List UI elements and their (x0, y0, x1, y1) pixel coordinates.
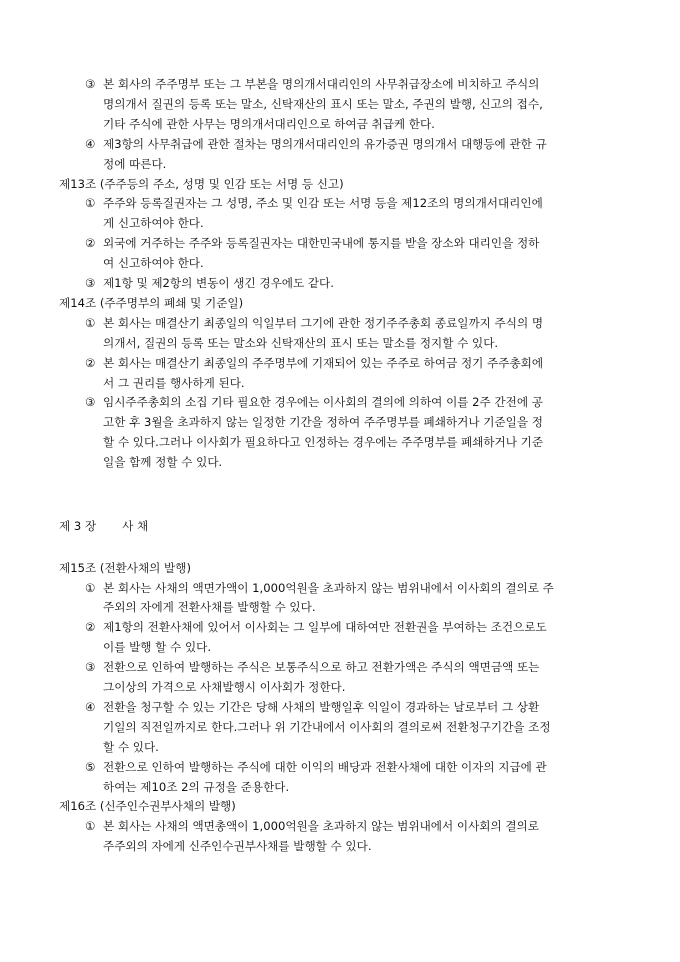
paragraph-line: 여 신고하여야 한다. (103, 256, 204, 271)
paragraph-number: ② (85, 620, 96, 635)
paragraph-line: 할 수 있다. (103, 739, 159, 754)
paragraph-line: 제3항의 사무취급에 관한 절차는 명의개서대리인의 유가증권 명의개서 대행등에 관한 규 (103, 136, 547, 151)
paragraph-number: ③ (85, 395, 96, 410)
paragraph-line: 전환으로 인하여 발행하는 주식에 대한 이익의 배당과 전환사채에 대한 이자의 지급에 관 (103, 759, 547, 774)
paragraph-line: 정에 따른다. (103, 156, 167, 171)
article-heading: 제16조 (신주인수권부사채의 발행) (59, 799, 236, 814)
paragraph-line: 전환으로 인하여 발행하는 주식은 보통주식으로 하고 전환가액은 주식의 액면금액 또는 (103, 660, 540, 675)
paragraph-line: 본 회사의 주주명부 또는 그 부본을 명의개서대리인의 사무취급장소에 비치하고 주식의 (103, 77, 540, 91)
paragraph-number: ③ (85, 77, 96, 91)
paragraph-line: 그이상의 가격으로 사채발행시 이사회가 정한다. (103, 680, 346, 694)
paragraph-line: 주주와 등록질권자는 그 성명, 주소 및 인감 또는 서명 등을 제12조의 명의개서대리인에 (103, 196, 543, 211)
paragraph-line: 주외의 자에게 전환사채를 발행할 수 있다. (103, 600, 316, 615)
paragraph-number: ③ (85, 276, 96, 290)
paragraph-line: 본 회사는 매결산기 최종일의 익일부터 그기에 관한 정기주주총회 종료일까지 주식의 명 (103, 315, 544, 330)
chapter-title: 사 채 (122, 518, 149, 533)
paragraph-line: 기일의 직전일까지로 한다.그러나 위 기간내에서 이사회의 결의로써 전환청구기간을 조정 (103, 719, 551, 734)
chapter-number: 제 3 장 (59, 518, 97, 533)
paragraph-line: 의개서, 질권의 등록 또는 말소와 신탁재산의 표시 또는 말소를 정지할 수 있다. (103, 335, 499, 350)
paragraph-number: ④ (85, 699, 96, 714)
paragraph-line: 임시주주총회의 소집 기타 필요한 경우에는 이사회의 결의에 의하여 이를 2주 간전에 공 (103, 395, 543, 410)
article-heading: 제14조 (주주명부의 폐쇄 및 기준일) (59, 295, 244, 310)
paragraph-number: ① (85, 580, 96, 595)
paragraph-number: ② (85, 355, 96, 370)
paragraph-line: 본 회사는 사채의 액면총액이 1,000억원을 초과하지 않는 범위내에서 이사회의 결의로 (103, 819, 539, 834)
paragraph-line: 주주외의 자에게 신주인수권부사채를 발행할 수 있다. (103, 839, 372, 854)
paragraph-number: ① (85, 819, 96, 834)
paragraph-line: 일을 함께 정할 수 있다. (103, 455, 223, 470)
paragraph-line: 제1항의 전환사채에 있어서 이사회는 그 일부에 대하여만 전환권을 부여하는 조건으로도 (103, 620, 547, 635)
paragraph-line: 외국에 거주하는 주주와 등록질권자는 대한민국내에 통지를 받을 장소와 대리인을 정하 (103, 236, 540, 251)
article-heading: 제15조 (전환사채의 발행) (59, 560, 191, 575)
paragraph-number: ③ (85, 660, 96, 675)
paragraph-number: ① (85, 196, 96, 211)
paragraph-line: 제1항 및 제2항의 변동이 생긴 경우에도 같다. (103, 276, 334, 290)
paragraph-line: 본 회사는 매결산기 최종일의 주주명부에 기재되어 있는 주주로 하여금 정기 주주총회에 (103, 355, 544, 370)
article-heading: 제13조 (주주등의 주소, 성명 및 인감 또는 서명 등 신고) (59, 176, 344, 191)
paragraph-line: 하여는 제10조 2의 규정을 준용한다. (103, 779, 290, 794)
paragraph-line: 이를 발행 할 수 있다. (103, 640, 212, 655)
paragraph-number: ② (85, 236, 96, 251)
paragraph-number: ① (85, 315, 96, 330)
paragraph-number: ④ (85, 136, 96, 151)
paragraph-line: 본 회사는 사채의 액면가액이 1,000억원을 초과하지 않는 범위내에서 이사회의 결의로 주 (103, 580, 554, 595)
paragraph-line: 명의개서 질권의 등록 또는 말소, 신탁재산의 표시 또는 말소, 주권의 발행, 신고의 접수, (103, 96, 543, 111)
paragraph-line: 전환을 청구할 수 있는 기간은 당해 사채의 발행일후 익일이 경과하는 날로부터 그 상환 (103, 699, 540, 714)
paragraph-line: 게 신고하여야 한다. (103, 216, 204, 231)
paragraph-line: 고한 후 3월을 초과하지 않는 일정한 기간을 정하여 주주명부를 폐쇄하거나 기준일을 정 (103, 415, 543, 430)
paragraph-number: ⑤ (85, 759, 96, 774)
chapter-heading (59, 519, 148, 533)
paragraph-line: 서 그 권리를 행사하게 된다. (103, 375, 245, 390)
paragraph-line: 기타 주식에 관한 사무는 명의개서대리인으로 하여금 취급케 한다. (103, 116, 435, 131)
paragraph-line: 할 수 있다.그러나 이사회가 필요하다고 인정하는 경우에는 주주명부를 폐쇄하거나 기준 (103, 435, 544, 450)
